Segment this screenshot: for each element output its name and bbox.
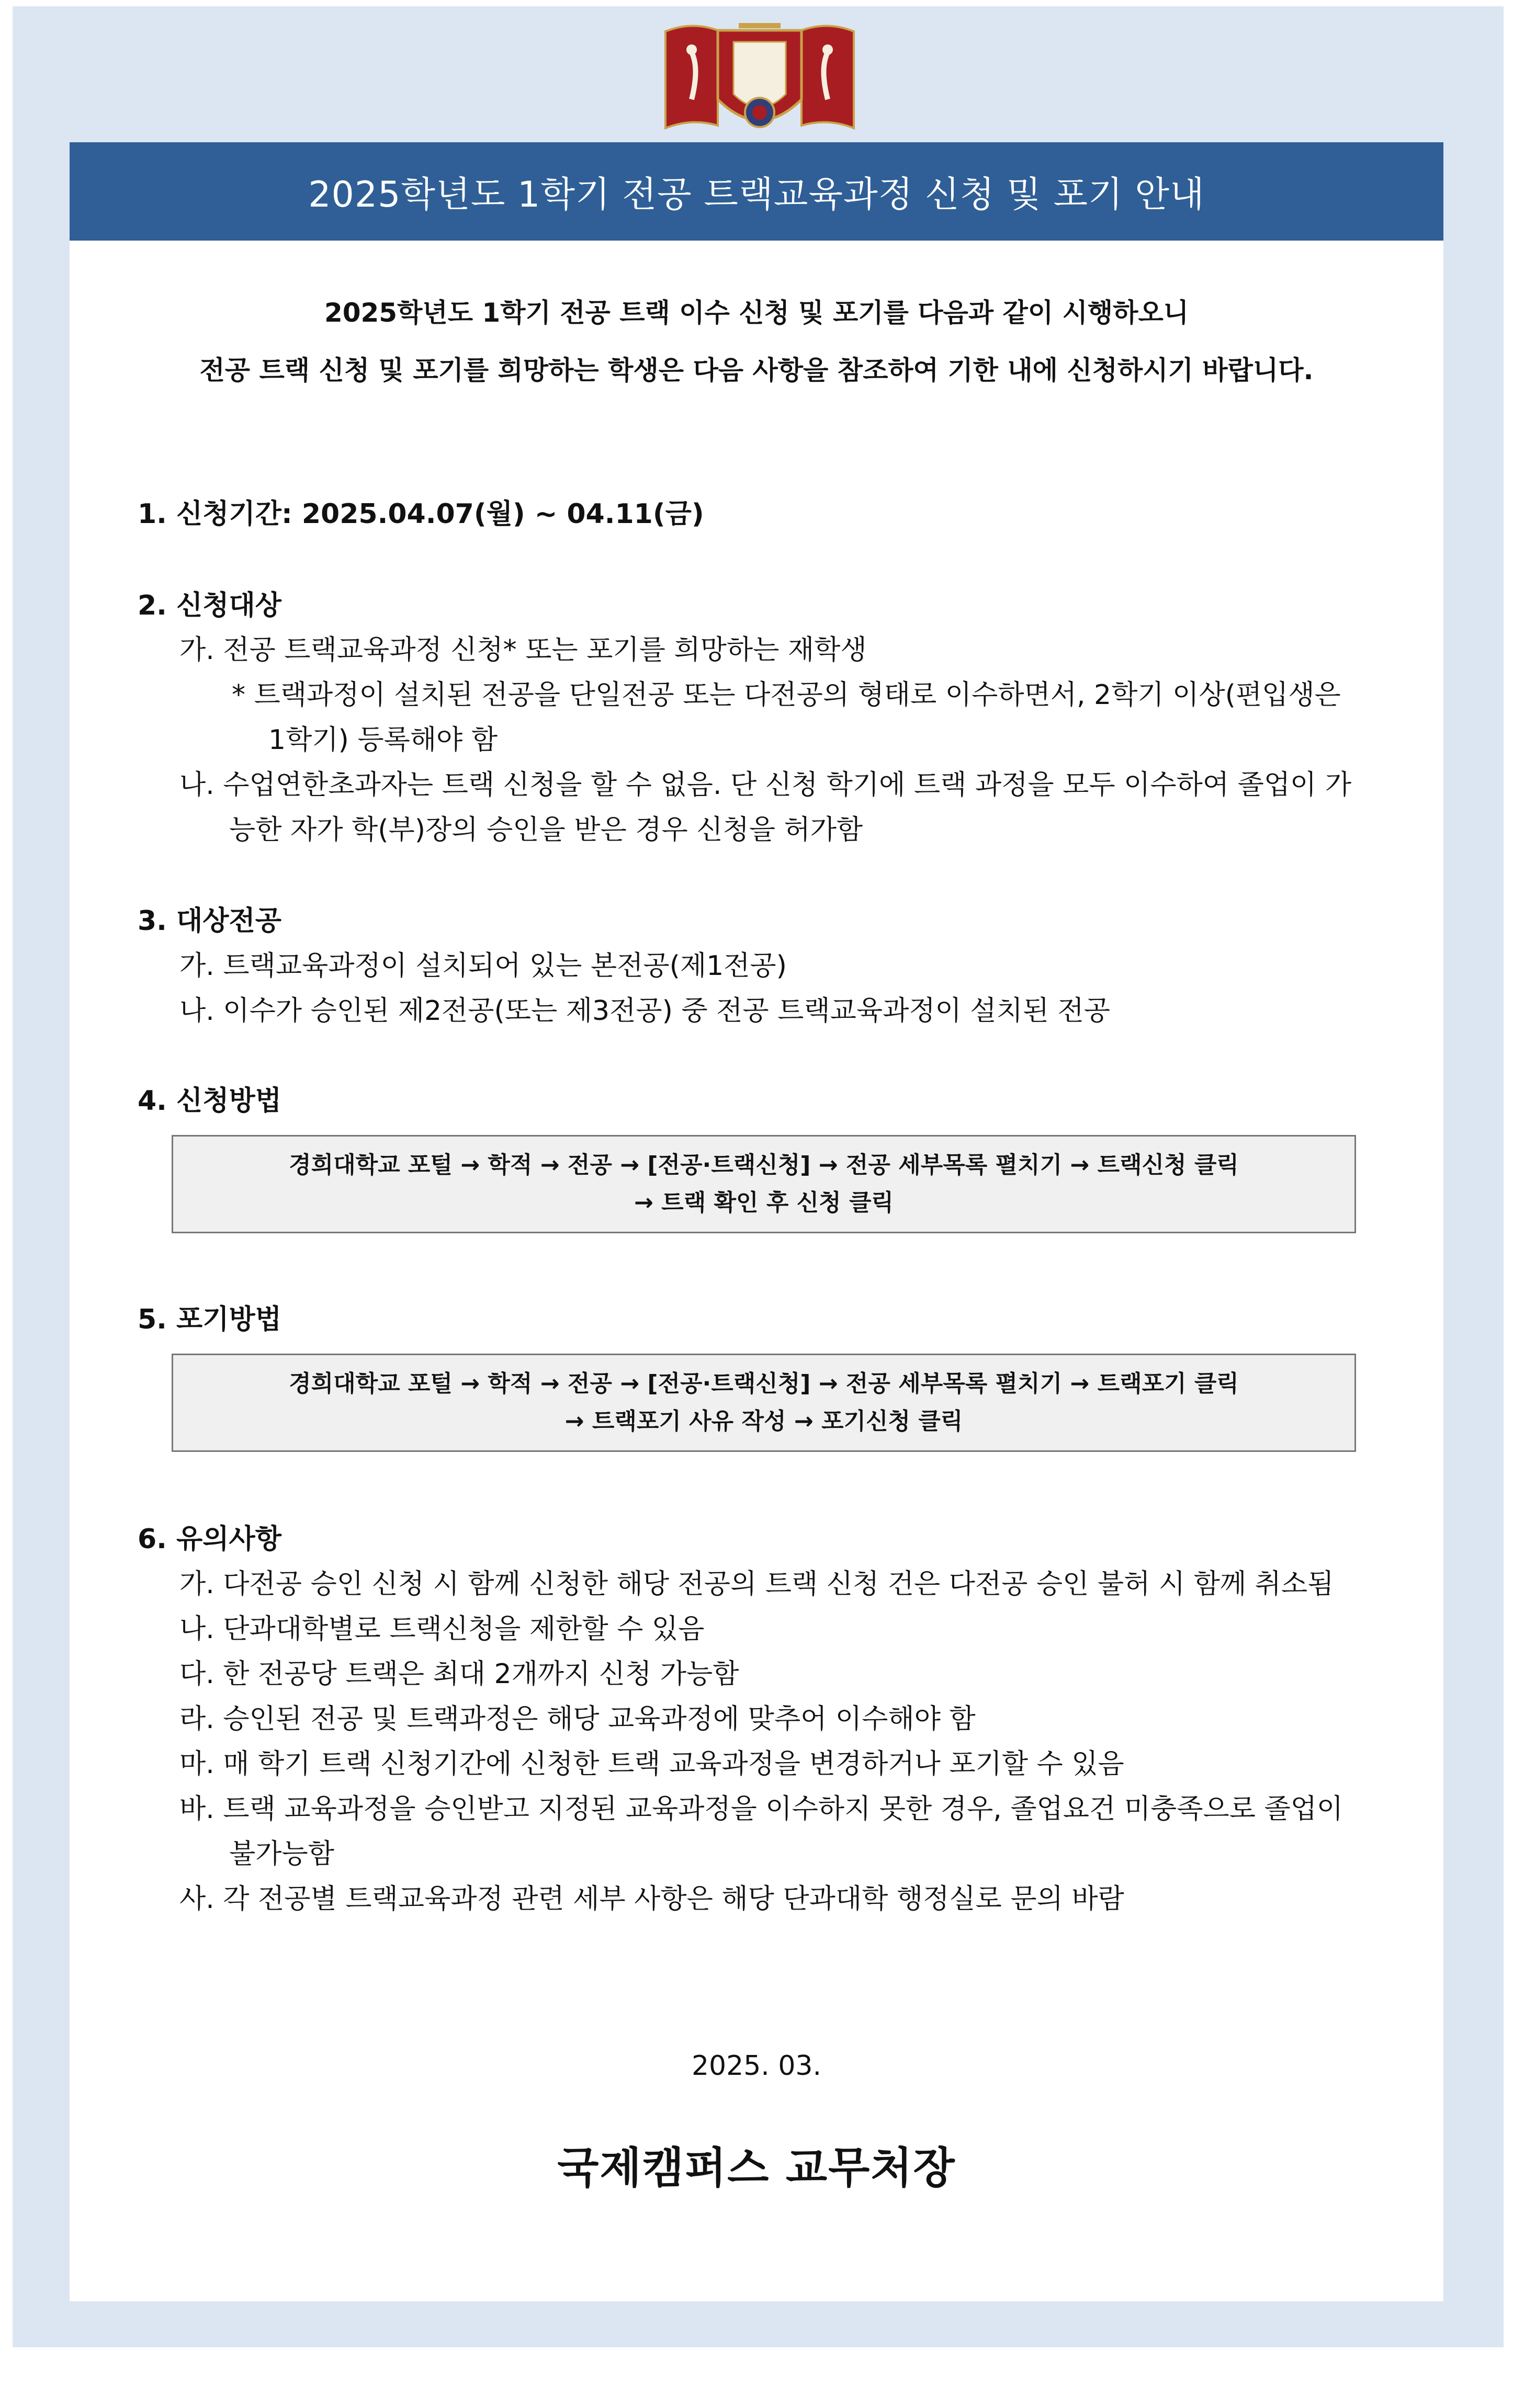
- notes-item-e: 마. 매 학기 트랙 신청기간에 신청한 트랙 교육과정을 변경하거나 포기할 수 있음: [179, 1748, 1124, 1780]
- target-item-b-line-1: 나. 수업연한초과자는 트랙 신청을 할 수 없음. 단 신청 학기에 트랙 과정을 모두 이수하여 졸업이 가: [179, 769, 1352, 801]
- apply-steps-line-1: 경희대학교 포털 → 학적 → 전공 → [전공·트랙신청] → 전공 세부목록 펼치기 → 트랙신청 클릭: [289, 1152, 1239, 1178]
- notes-item-g: 사. 각 전공별 트랙교육과정 관련 세부 사항은 해당 단과대학 행정실로 문의 바람: [179, 1883, 1124, 1915]
- issuer-signature: 국제캠퍼스 교무처장: [557, 2143, 956, 2193]
- notes-item-b: 나. 단과대학별로 트랙신청을 제한할 수 있음: [179, 1614, 705, 1645]
- target-item-b-line-2: 능한 자가 학(부)장의 승인을 받은 경우 신청을 허가함: [229, 814, 863, 846]
- section-heading-majors: 3. 대상전공: [138, 905, 281, 937]
- target-item-a: 가. 전공 트랙교육과정 신청* 또는 포기를 희망하는 재학생: [179, 634, 867, 666]
- intro-line-2: 전공 트랙 신청 및 포기를 희망하는 학생은 다음 사항을 참조하여 기한 내에 신청하시기 바랍니다.: [199, 355, 1314, 385]
- giveup-steps-line-1: 경희대학교 포털 → 학적 → 전공 → [전공·트랙신청] → 전공 세부목록 펼치기 → 트랙포기 클릭: [289, 1370, 1239, 1397]
- section-period: 1. 신청기간: 2025.04.07(월) ~ 04.11(금): [138, 498, 704, 530]
- apply-steps-box: [172, 1135, 1356, 1233]
- apply-steps-line-2: → 트랙 확인 후 신청 클릭: [634, 1189, 894, 1216]
- giveup-steps-box: [172, 1354, 1356, 1452]
- notes-item-a: 가. 다전공 승인 신청 시 함께 신청한 해당 전공의 트랙 신청 건은 다전공 승인 불허 시 함께 취소됨: [179, 1569, 1334, 1600]
- section-heading-notes: 6. 유의사항: [138, 1524, 281, 1555]
- page-title: 2025학년도 1학기 전공 트랙교육과정 신청 및 포기 안내: [70, 142, 1443, 241]
- target-note-line-1: * 트랙과정이 설치된 전공을 단일전공 또는 다전공의 형태로 이수하면서, 2학기 이상(편입생은: [232, 679, 1341, 711]
- notes-item-f-line-1: 바. 트랙 교육과정을 승인받고 지정된 교육과정을 이수하지 못한 경우, 졸업요건 미충족으로 졸업이: [179, 1793, 1343, 1825]
- section-heading-giveup: 5. 포기방법: [138, 1304, 281, 1335]
- notice-body: [70, 241, 1443, 2301]
- university-emblem-logo: [660, 21, 859, 141]
- giveup-steps-line-2: → 트랙포기 사유 작성 → 포기신청 클릭: [564, 1408, 963, 1435]
- majors-item-b: 나. 이수가 승인된 제2전공(또는 제3전공) 중 전공 트랙교육과정이 설치된 전공: [179, 995, 1110, 1027]
- notes-item-c: 다. 한 전공당 트랙은 최대 2개까지 신청 가능함: [179, 1659, 739, 1690]
- notes-item-d: 라. 승인된 전공 및 트랙과정은 해당 교육과정에 맞추어 이수해야 함: [179, 1703, 976, 1735]
- notice-date: 2025. 03.: [691, 2050, 822, 2082]
- notes-item-f-line-2: 불가능함: [229, 1838, 334, 1870]
- section-heading-target: 2. 신청대상: [138, 590, 281, 621]
- section-heading-apply: 4. 신청방법: [138, 1085, 281, 1117]
- target-note-line-2: 1학기) 등록해야 함: [268, 724, 498, 756]
- majors-item-a: 가. 트랙교육과정이 설치되어 있는 본전공(제1전공): [179, 950, 787, 982]
- intro-line-1: 2025학년도 1학기 전공 트랙 이수 신청 및 포기를 다음과 같이 시행하오니: [324, 298, 1189, 328]
